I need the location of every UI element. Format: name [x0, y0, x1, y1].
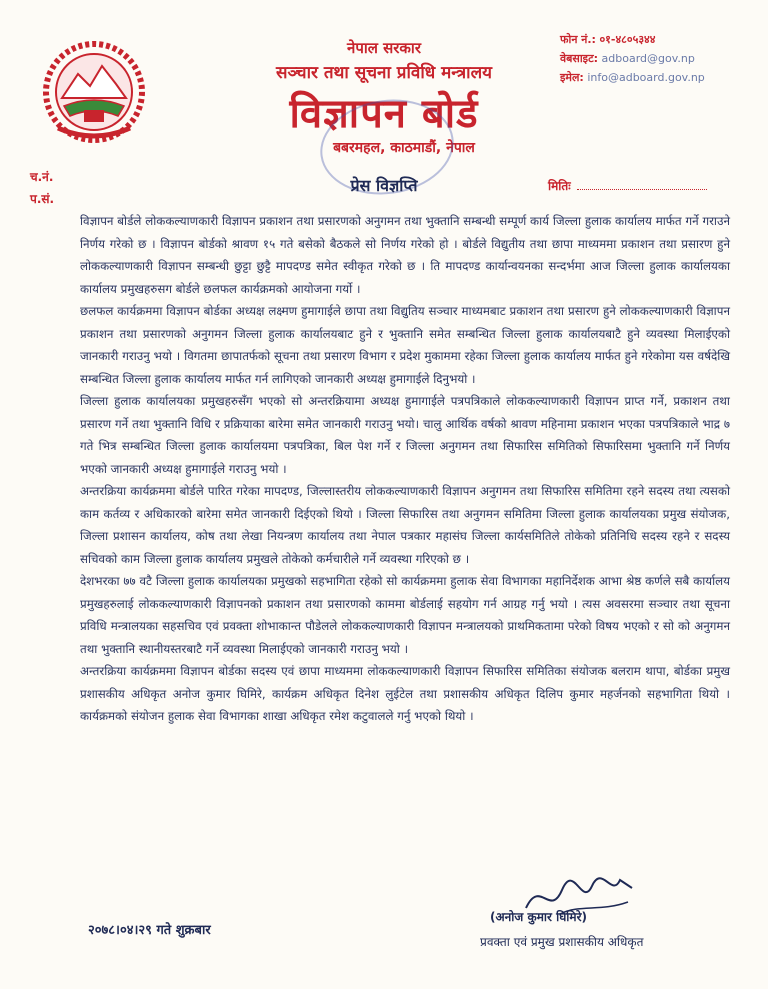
email-value[interactable]: info@adboard.gov.np: [587, 71, 705, 84]
contact-block: [560, 30, 705, 87]
body-paragraph: देशभरका ७७ वटै जिल्ला हुलाक कार्यालयका प्रमुखको सहभागिता रहेको सो कार्यक्रममा हुलाक सेवा विभागका महानिर्देशक आभा श्रेष्ठ कर्णले सबै कार्यालय प्रमुखहरुलाई लोककल्याणकारी विज्ञापनको प्रकाशन तथा प्रसारणको काममा बोर्डलाई सहयोग गर्न आग्रह गर्नु भयो । त्यस अवसरमा सञ्चार तथा सूचना प्रविधि मन्त्रालयका सहसचिव एवं प्रवक्ता शोभाकान्त पौडेलले लोककल्याणकारी विज्ञापन मन्त्रालयको प्राथमिकतामा परेको विषय भएको र सो को अनुगमन तथा भुक्तानि स्थानीयस्तरबाटै गर्ने व्यवस्था मिलाईएको जानकारी गराउनु भयो ।: [80, 574, 730, 656]
phone-label: फोन नं.:: [560, 33, 596, 46]
date-blank: [577, 179, 707, 190]
phone-value: ०१-४८०५३४४: [599, 33, 656, 46]
ministry-name: सञ्चार तथा सूचना प्रविधि मन्त्रालय: [276, 63, 492, 83]
government-name: नेपाल सरकार: [347, 39, 421, 57]
board-name: विज्ञापन बोर्ड: [289, 91, 479, 137]
issue-date: २०७८।०४।२९ गते शुक्रबार: [88, 923, 211, 938]
body-paragraph: अन्तरक्रिया कार्यक्रममा विज्ञापन बोर्डका सदस्य एवं छापा माध्यममा लोककल्याणकारी विज्ञापन सिफारिस समितिका संयोजक बलराम थापा, बोर्डका प्रमुख प्रशासकीय अधिकृत अनोज कुमार घिमिरे, कार्यक्रम अधिकृत दिनेश लुईटेल तथा प्रशासकीय अधिकृत दिलिप कुमार महर्जनको सहभागिता थियो । कार्यक्रमको संयोजन हुलाक सेवा विभागका शाखा अधिकृत रमेश कटुवालले गर्नु भएको थियो ।: [80, 664, 730, 723]
body-paragraph: विज्ञापन बोर्डले लोककल्याणकारी विज्ञापन प्रकाशन तथा प्रसारणको अनुगमन तथा भुक्तानि सम्बन्धी सम्पूर्ण कार्य जिल्ला हुलाक कार्यालय मार्फत गर्ने गराउने निर्णय गरेको छ । विज्ञापन बोर्डको श्रावण १५ गते बसेको बैठकले सो निर्णय गरेको हो । बोर्डले विद्युतीय तथा छापा माध्यममा प्रकाशन तथा प्रसारण हुने लोककल्याणकारी विज्ञापन सम्बन्धी छुट्टा छुट्टै मापदण्ड समेत स्वीकृत गरेको छ । ति मापदण्ड कार्यान्वयनका सन्दर्भमा आज जिल्ला हुलाक कार्यालयका कार्यालय प्रमुखहरुसग बोर्डले छलफल कार्यक्रमको आयोजना गर्यो ।: [80, 214, 730, 296]
pa-no-label: प.सं.: [30, 192, 55, 206]
body-paragraph: अन्तरक्रिया कार्यक्रममा बोर्डले पारित गरेका मापदण्ड, जिल्लास्तरीय लोककल्याणकारी विज्ञापन अनुगमन तथा सिफारिस समितिमा रहने सदस्य तथा त्यसको काम कर्तव्य र अधिकारको बारेमा समेत जानकारी दिईएको थियो । जिल्ला सिफारिस तथा अनुगमन समितिमा जिल्ला हुलाक कार्यालयका प्रमुख संयोजक, जिल्ला प्रशासन कार्यालय, कोष तथा लेखा नियन्त्रण कार्यालय तथा नेपाल पत्रकार महासंघ जिल्ला कार्यसमितिले तोकेको प्रतिनिधि सदस्य रहने र सदस्य सचिवको काम जिल्ला हुलाक कार्यालय प्रमुखले तोकेको कर्मचारीले गर्ने व्यवस्था गरिएको छ ।: [80, 484, 731, 566]
email-line: [560, 68, 705, 87]
email-label: इमेल:: [560, 71, 584, 84]
signer-name: (अनोज कुमार घिमिरे): [490, 910, 587, 924]
body-paragraph: जिल्ला हुलाक कार्यालयका प्रमुखहरुसँग भएको सो अन्तरक्रियामा अध्यक्ष हुमागाईले पत्रपत्रिकाले लोककल्याणकारी विज्ञापन प्राप्त गर्ने, प्रकाशन तथा प्रसारण गर्ने तथा भुक्तानि विधि र प्रक्रियाका बारेमा समेत जानकारी गराउनु भयो। चालु आर्थिक वर्षको श्रावण महिनामा प्रकाशन भएका पत्रपत्रिकाले भाद्र ७ गते भित्र सम्बन्धित जिल्ला हुलाक कार्यालयमा पत्रपत्रिका, बिल पेश गर्ने र जिल्ला अनुगमन तथा सिफारिस समितिको सिफारिसमा भुक्तानि गर्ने निर्णय भएको जानकारी अध्यक्ष हुमागाईले गराउनु भयो ।: [80, 394, 730, 476]
date-label: मितिः: [548, 179, 571, 193]
website-label: वेबसाइट:: [560, 52, 599, 65]
board-address: बबरमहल, काठमाडौं, नेपाल: [333, 140, 475, 156]
website-line: [560, 49, 705, 68]
signer-title: प्रवक्ता एवं प्रमुख प्रशासकीय अधिकृत: [480, 935, 644, 949]
ch-no-label: च.नं.: [30, 170, 54, 184]
press-release-body: [80, 210, 730, 728]
phone-line: [560, 30, 705, 49]
date-line: [548, 177, 707, 194]
document-title: प्रेस विज्ञप्ति: [350, 176, 418, 195]
website-value[interactable]: adboard@gov.np: [601, 52, 695, 65]
body-paragraph: छलफल कार्यक्रममा विज्ञापन बोर्डका अध्यक्ष लक्ष्मण हुमागाईले छापा तथा विद्युतिय सञ्चार माध्यमबाट प्रकाशन तथा प्रसारण हुने लोककल्याणकारी विज्ञापन प्रकाशन तथा प्रसारणको अनुगमन जिल्ला हुलाक कार्यालयबाट हुने र भुक्तानि समेत सम्बन्धित जिल्ला हुलाक कार्यालयबाटै हुने व्यवस्था मिलाईएको जानकारी गराउनु भयो । विगतमा छापातर्फको सूचना तथा प्रसारण विभाग र प्रदेश मुकाममा रहेका जिल्ला हुलाक कार्यालय मार्फत हुने गरेकोमा यस वर्षदेखि सम्बन्धित जिल्ला हुलाक कार्यालय मार्फत गर्न लागिएको जानकारी अध्यक्ष हुमागाईले दिनुभयो ।: [80, 304, 730, 386]
